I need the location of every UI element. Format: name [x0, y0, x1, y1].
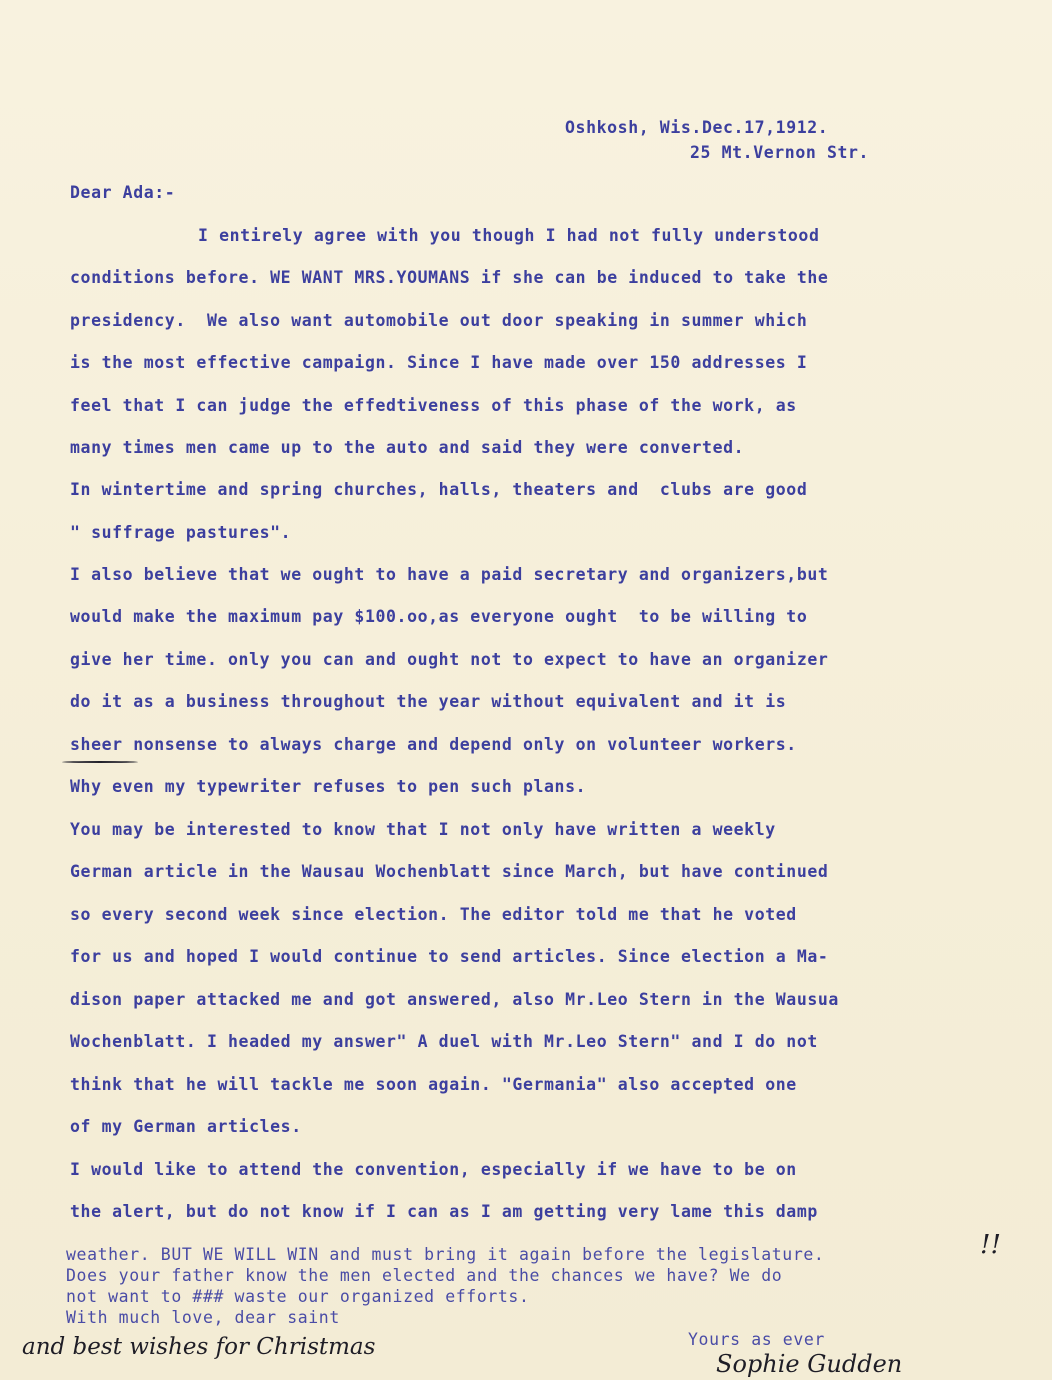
body-line: presidency. We also want automobile out door speaking in summer which — [70, 311, 808, 330]
body-line: In wintertime and spring churches, halls, theaters and clubs are good — [70, 480, 808, 499]
body-line: the alert, but do not know if I can as I am getting very lame this damp — [70, 1202, 818, 1221]
body-line: Does your father know the men elected and the chances we have? We do — [66, 1266, 783, 1285]
body-line: sheer nonsense to always charge and depend only on volunteer workers. — [70, 735, 797, 754]
body-line: Wochenblatt. I headed my answer" A duel with Mr.Leo Stern" and I do not — [70, 1032, 818, 1051]
body-line: I also believe that we ought to have a paid secretary and organizers,but — [70, 565, 829, 584]
body-line: not want to ### waste our organized efforts. — [66, 1287, 530, 1306]
letter-address-line: 25 Mt.Vernon Str. — [690, 143, 870, 162]
body-line: dison paper attacked me and got answered, also Mr.Leo Stern in the Wausua — [70, 990, 839, 1009]
body-line: " suffrage pastures". — [70, 523, 292, 542]
body-line: You may be interested to know that I not only have written a weekly — [70, 820, 776, 839]
handwritten-signature: Sophie Gudden — [716, 1350, 903, 1378]
handwritten-exclamation: !! — [980, 1230, 1001, 1260]
handwritten-underline-mark — [62, 761, 138, 763]
body-line: would make the maximum pay $100.oo,as everyone ought to be willing to — [70, 607, 808, 626]
body-line: is the most effective campaign. Since I have made over 150 addresses I — [70, 353, 808, 372]
body-line: so every second week since election. The editor told me that he voted — [70, 905, 797, 924]
body-line: Why even my typewriter refuses to pen such plans. — [70, 777, 587, 796]
body-line: of my German articles. — [70, 1117, 302, 1136]
body-line: conditions before. WE WANT MRS.YOUMANS if she can be induced to take the — [70, 268, 829, 287]
body-line: for us and hoped I would continue to send articles. Since election a Ma- — [70, 947, 829, 966]
body-line: I would like to attend the convention, especially if we have to be on — [70, 1160, 797, 1179]
body-line: give her time. only you can and ought not to expect to have an organizer — [70, 650, 829, 669]
body-line: many times men came up to the auto and said they were converted. — [70, 438, 745, 457]
body-line: I entirely agree with you though I had not fully understood — [198, 226, 820, 245]
body-line: do it as a business throughout the year without equivalent and it is — [70, 692, 787, 711]
letter-salutation: Dear Ada:- — [70, 183, 176, 202]
body-line: German article in the Wausau Wochenblatt since March, but have continued — [70, 862, 829, 881]
body-line: feel that I can judge the effedtiveness of this phase of the work, as — [70, 396, 797, 415]
body-line: weather. BUT WE WILL WIN and must bring it again before the legislature. — [66, 1245, 825, 1264]
letter-closing: Yours as ever — [688, 1330, 825, 1349]
body-line: With much love, dear saint — [66, 1308, 340, 1327]
letter-date-line: Oshkosh, Wis.Dec.17,1912. — [565, 118, 829, 137]
handwritten-christmas-note: and best wishes for Christmas — [22, 1334, 376, 1360]
body-line: think that he will tackle me soon again. "Germania" also accepted one — [70, 1075, 797, 1094]
